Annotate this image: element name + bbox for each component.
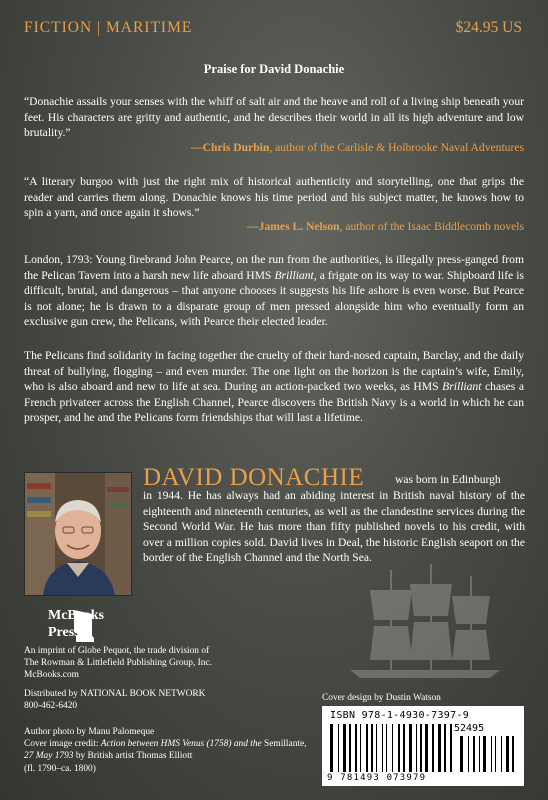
credit-artist-dates: (fl. 1790–ca. 1800) — [24, 763, 96, 774]
credit-title: Action between HMS Venus (1758) and the — [100, 739, 262, 750]
photo-credit: Author photo by Manu Palomeque — [24, 727, 155, 737]
blurb-text: The Pelicans find solidarity in facing together the cruelty of their hard-nosed captain, Barclay, and the daily threat of bullying, flogging – and even murder. The one light on the horizon is the captain’s wife, Emily, who is also aboard and new to life at sea. During an action-packed two weeks, as HMS — [24, 349, 524, 394]
barcode-addon-icon — [460, 736, 516, 772]
credit-text: Semillante, — [261, 739, 307, 750]
imprint-line: An imprint of Globe Pequot, the trade division of — [24, 646, 210, 656]
genre-label: FICTION | MARITIME — [24, 19, 193, 36]
logo-line-1: McBooks — [48, 608, 104, 623]
imprint-info — [24, 645, 284, 682]
logo-line-2: Press — [48, 625, 80, 640]
ship-name: Brilliant — [274, 268, 314, 282]
author-photo — [24, 472, 132, 596]
quote-source-1: , author of the Carlisle & Holbrooke Naval Adventures — [269, 141, 524, 154]
distributor-phone: 800-462-6420 — [24, 701, 78, 712]
quote-author-2: —James L. Nelson — [247, 220, 340, 233]
distributor-name: Distributed by NATIONAL BOOK NETWORK — [24, 689, 206, 699]
blurb-text: , a frigate on its way to war. Shipboard life is difficult, brutal, and dangerous – that anyone chooses it suggests his life ashore is even worse. But Pearce is not alone; he is drawn to a disparate group of men pressed alongside him who eventually form an exclusive gun crew, the Pelicans, with Pearce their elected leader. — [24, 268, 524, 329]
distributor-info — [24, 688, 284, 712]
imprint-line: The Rowman & Littlefield Publishing Group, Inc. — [24, 658, 212, 669]
price-label: $24.95 US — [455, 19, 522, 36]
ship-name: Brilliant — [442, 380, 482, 394]
praise-heading: Praise for David Donachie — [203, 62, 345, 76]
cover-design-credit: Cover design by Dustin Watson — [322, 693, 441, 703]
barcode-ean-icon — [330, 724, 452, 772]
ship-silhouette-icon — [330, 560, 520, 680]
barcode-digits: 9 781493 073979 — [327, 773, 427, 783]
author-name: DAVID DONACHIE — [143, 464, 365, 491]
quote-author-1: —Chris Durbin — [191, 141, 270, 154]
price-code: 52495 — [454, 723, 485, 734]
credits — [24, 726, 314, 775]
credit-text: by British artist Thomas Elliott — [73, 751, 193, 762]
isbn-label: ISBN 978-1-4930-7397-9 — [330, 710, 470, 721]
praise-attribution-1 — [191, 141, 524, 154]
credit-date: 27 May 1793 — [24, 751, 74, 762]
praise-quote-2: “A literary burgoo with just the right mix of historical authenticity and storytelling, one that grips the reader and carries them along. Donachie knows his time period and his subject matter, he knows how to spin a yarn, and once again it shows.” — [24, 175, 524, 220]
blurb-paragraph-1 — [24, 252, 524, 330]
blurb-text: London, 1793: Young firebrand John Pearce, on the run from the authorities, is illegally press-ganged from the Pelican Tavern into a harsh new life aboard HMS — [24, 253, 524, 282]
credit-text: Cover image credit: — [24, 739, 101, 750]
imprint-website: McBooks.com — [24, 670, 79, 681]
bio-text: in 1944. He has always had an abiding interest in British naval history of the eighteenth and nineteenth centuries, as well as the clandestine services during the Second World War. He has more than fifty published novels to his credit, with over a million copies sold. David lives in Deal, the historic English seaport on the border of the English Channel and the North Sea. — [143, 489, 525, 565]
blurb-text: chases a French privateer across the English Channel, Pearce discovers the British Navy is a world in which he can prosper, and he and the Pelicans form friendships that will last a lifetime. — [24, 380, 525, 425]
praise-quote-1: “Donachie assails your senses with the whiff of salt air and the heave and roll of a living ship beneath your feet. His characters are gritty and authentic, and he describes their world in all its high adventure and low brutality.” — [24, 95, 524, 140]
praise-attribution-2 — [247, 220, 524, 233]
bio-lead: was born in Edinburgh — [395, 473, 501, 486]
blurb-paragraph-2 — [24, 348, 524, 426]
author-portrait-image — [25, 473, 131, 595]
cover-image-credit — [24, 738, 314, 762]
quote-source-2: , author of the Isaac Biddlecomb novels — [339, 220, 524, 233]
